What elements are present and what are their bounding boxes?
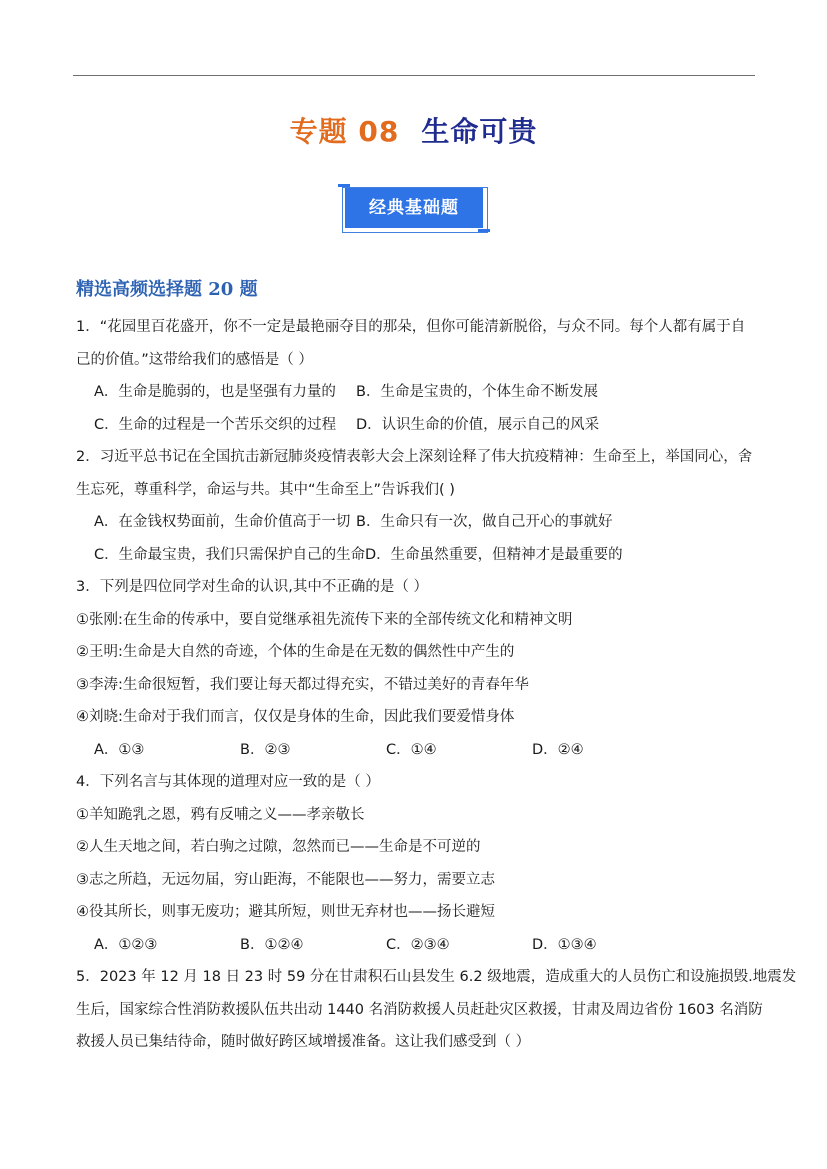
question-text: 生忘死，尊重科学，命运与共。其中“生命至上”告诉我们( ) — [76, 481, 455, 498]
question-text: 4．下列名言与其体现的道理对应一致的是（ ） — [76, 774, 380, 790]
option-row — [76, 539, 756, 572]
option-b: B．生命是宝贵的，个体生命不断发展 — [356, 384, 598, 400]
option-row — [76, 376, 756, 409]
badge-corner-mark — [338, 184, 350, 187]
statement: ①羊知跪乳之恩，鸦有反哺之义——孝亲敬长 — [76, 806, 365, 823]
statement: ④役其所长，则事无废功；避其所短，则世无弃材也——扬长避短 — [76, 904, 495, 920]
question-text: 2．习近平总书记在全国抗击新冠肺炎疫情表彰大会上深刻诠释了伟大抗疫精神：生命至上，举国同心，舍 — [76, 449, 753, 465]
statement: ④刘晓:生命对于我们而言，仅仅是身体的生命，因此我们要爱惜身体 — [76, 709, 515, 725]
question-text: 救援人员已集结待命，随时做好跨区域增援准备。这让我们感受到（ ） — [76, 1034, 531, 1050]
option-row — [76, 929, 756, 962]
option-d: D．①③④ — [532, 936, 597, 953]
page-title — [0, 110, 827, 150]
option-row — [76, 409, 756, 442]
statement: ③李涛:生命很短暂，我们要让每天都过得充实，不错过美好的青春年华 — [76, 676, 529, 693]
question-text: 己的价值。”这带给我们的感悟是（ ） — [76, 351, 313, 368]
option-b: B．①②④ — [240, 936, 304, 953]
question-text: 1．“花园里百花盛开，你不一定是最艳丽夺目的那朵，但你可能清新脱俗，与众不同。每个人都有属于自 — [76, 319, 746, 335]
option-d: D．认识生命的价值，展示自己的风采 — [356, 416, 600, 433]
title-prefix: 专题 08 — [289, 115, 400, 148]
question — [76, 571, 756, 766]
question — [76, 441, 756, 571]
option-a: A．①③ — [94, 741, 145, 758]
option-c: C．①④ — [386, 741, 437, 758]
question-list — [76, 311, 797, 1059]
statement: ②人生天地之间，若白驹之过隙，忽然而已——生命是不可逆的 — [76, 839, 481, 855]
option-a: A．①②③ — [94, 936, 158, 953]
option-a: A．在金钱权势面前，生命价值高于一切 — [94, 514, 351, 530]
option-b: B．生命只有一次，做自己开心的事就好 — [356, 514, 613, 530]
statement: ③志之所趋，无远勿届，穷山距海，不能限也——努力，需要立志 — [76, 871, 495, 888]
option-c: C．生命最宝贵，我们只需保护自己的生命 — [94, 546, 366, 563]
badge-corner-mark — [478, 229, 490, 232]
badge-label: 经典基础题 — [345, 188, 483, 228]
option-a: A．生命是脆弱的，也是坚强有力量的 — [94, 384, 336, 400]
question — [76, 766, 756, 961]
question — [76, 311, 756, 441]
difficulty-badge — [338, 181, 490, 235]
option-b: B．②③ — [240, 741, 291, 758]
option-d: D．②④ — [532, 741, 584, 758]
option-row — [76, 734, 756, 767]
question-text: 3．下列是四位同学对生命的认识,其中不正确的是（ ） — [76, 579, 428, 595]
header-rule — [73, 75, 755, 76]
option-row — [76, 506, 756, 539]
statement: ②王明:生命是大自然的奇迹，个体的生命是在无数的偶然性中产生的 — [76, 644, 515, 660]
option-c: C．②③④ — [386, 936, 450, 953]
question-text: 5．2023 年 12 月 18 日 23 时 59 分在甘肃积石山县发生 6.2 级地震，造成重大的人员伤亡和设施损毁.地震发 — [76, 969, 797, 985]
question-text: 生后，国家综合性消防救援队伍共出动 1440 名消防救援人员赶赴灾区救援，甘肃及周边省份 1603 名消防 — [76, 1001, 763, 1018]
section-title: 精选高频选择题 20 题 — [76, 279, 258, 300]
statement: ①张刚:在生命的传承中，要自觉继承祖先流传下来的全部传统文化和精神文明 — [76, 611, 573, 628]
option-c: C．生命的过程是一个苦乐交织的过程 — [94, 416, 337, 433]
option-d: D．生命虽然重要，但精神才是最重要的 — [365, 546, 623, 563]
question — [76, 961, 797, 1059]
title-main: 生命可贵 — [421, 115, 538, 148]
